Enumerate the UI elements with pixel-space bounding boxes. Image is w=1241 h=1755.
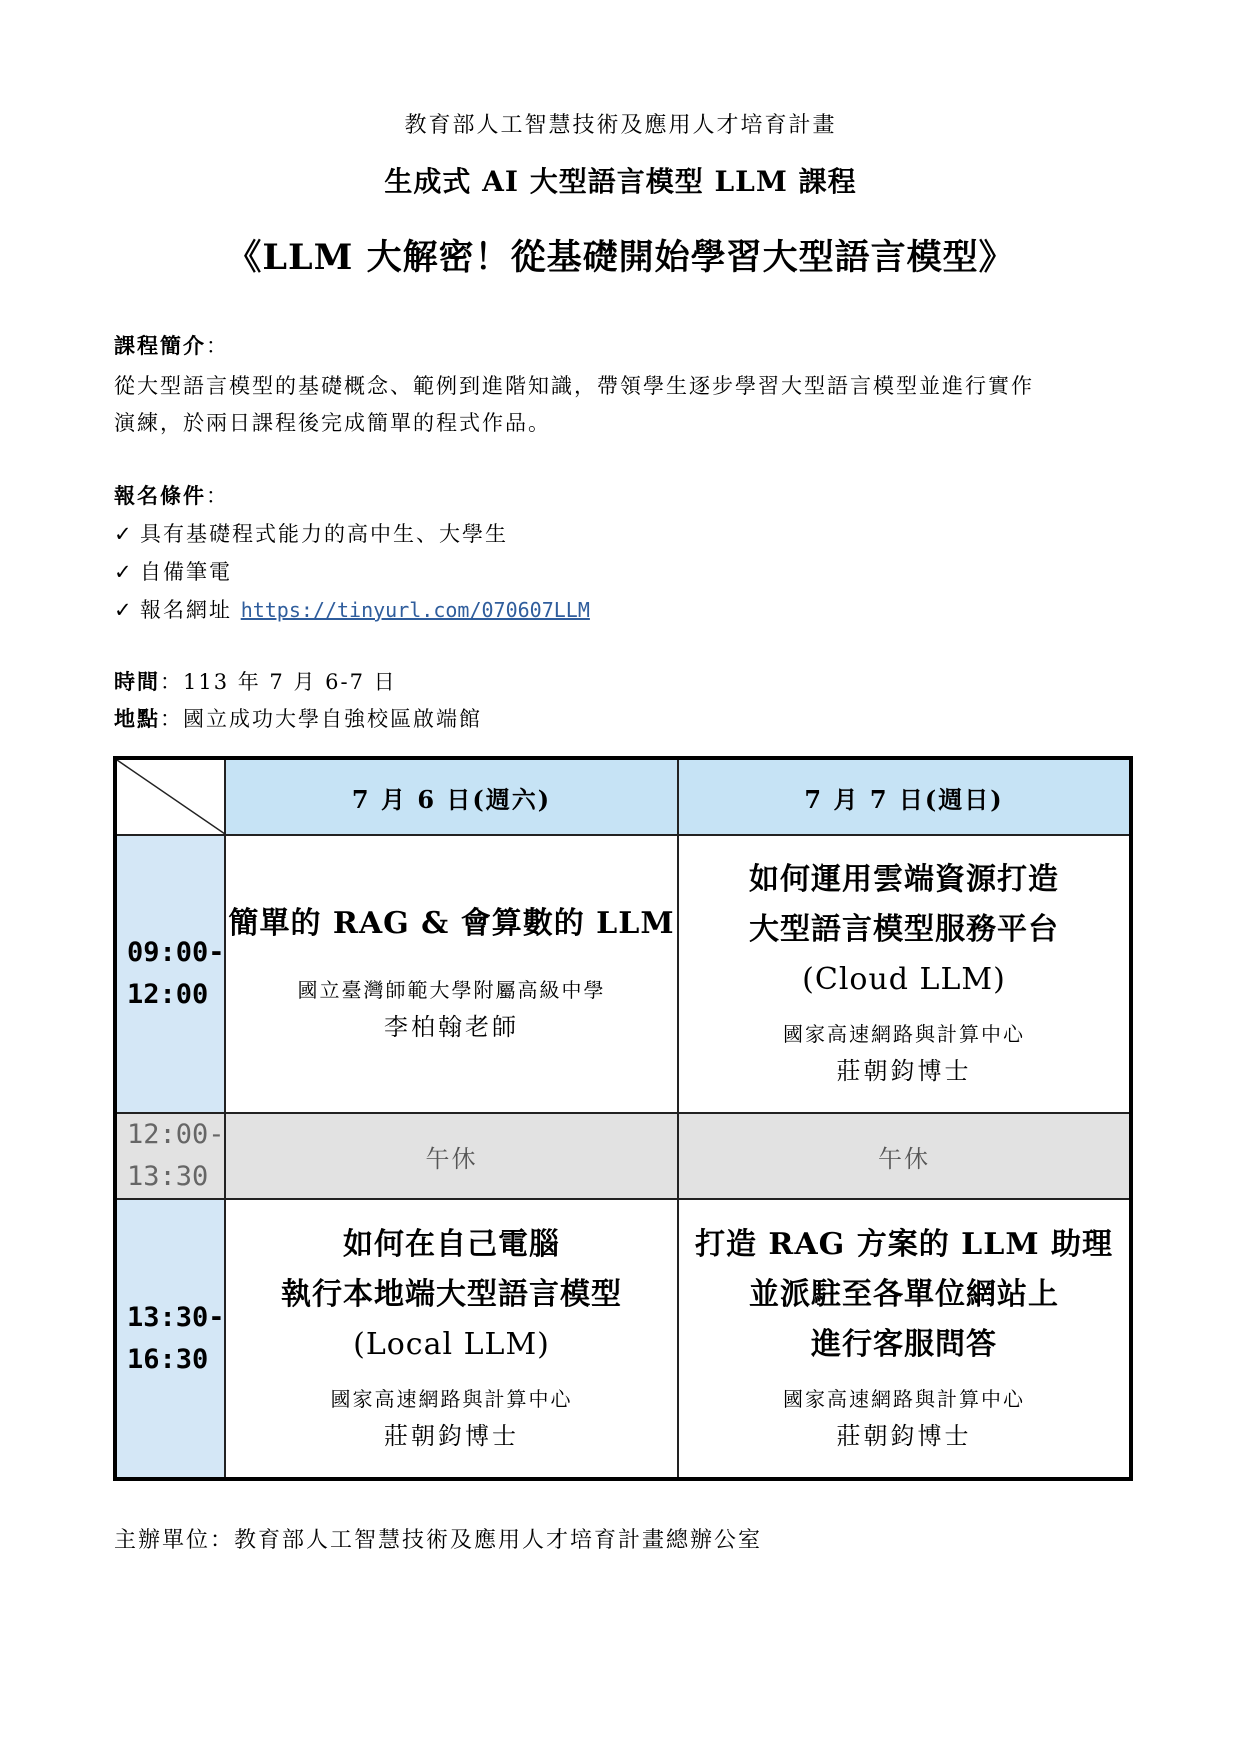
session-organization: 國立臺灣師範大學附屬高級中學	[297, 978, 606, 1002]
intro-colon: ：	[206, 334, 229, 358]
session-cell	[225, 835, 678, 1113]
session-cell	[678, 835, 1131, 1113]
session-title-line: 大型語言模型服務平台	[749, 912, 1059, 947]
session-title-line: 並派駐至各單位網站上	[749, 1276, 1059, 1312]
schedule-table	[113, 756, 1133, 1481]
session-title-line: 打造 RAG 方案的 LLM 助理	[694, 1226, 1113, 1262]
diagonal-divider	[117, 760, 225, 834]
intro-heading: 課程簡介	[114, 333, 206, 358]
intro-text-line-2: 演練，於兩日課程後完成簡單的程式作品。	[114, 411, 551, 435]
requirement-text: 具有基礎程式能力的高中生、大學生	[140, 522, 508, 546]
course-name: 生成式 AI 大型語言模型 LLM 課程	[384, 165, 857, 198]
time-start: 09:00-	[127, 937, 225, 968]
day-header-1: 7 月 6 日(週六)	[225, 758, 678, 835]
check-icon: ✓	[114, 522, 134, 546]
organizer-line: 主辦單位：教育部人工智慧技術及應用人才培育計畫總辦公室	[114, 1528, 763, 1553]
session-organization: 國家高速網路與計算中心	[783, 1022, 1025, 1046]
session-cell	[678, 1199, 1131, 1479]
intro-text-line-1: 從大型語言模型的基礎概念、範例到進階知識，帶領學生逐步學習大型語言模型並進行實作	[114, 374, 1034, 398]
session-title-line: (Local LLM)	[353, 1326, 550, 1362]
table-row	[115, 1199, 1131, 1479]
intro-heading-line	[114, 330, 229, 360]
lunch-break-cell: 午休	[678, 1113, 1131, 1199]
program-name: 教育部人工智慧技術及應用人才培育計畫	[404, 113, 837, 138]
day-header-2: 7 月 7 日(週日)	[678, 758, 1131, 835]
session-organization: 國家高速網路與計算中心	[330, 1386, 573, 1411]
time-slot-lunch	[115, 1113, 225, 1199]
check-icon: ✓	[114, 598, 134, 622]
time-slot-morning	[115, 835, 225, 1113]
time-value: 113 年 7 月 6-7 日	[183, 670, 397, 694]
session-speaker: 莊朝鈞博士	[384, 1421, 519, 1450]
requirement-text: 自備筆電	[140, 560, 232, 584]
session-title-line: 如何運用雲端資源打造	[749, 862, 1059, 897]
session-organization: 國家高速網路與計算中心	[783, 1386, 1025, 1411]
place-info	[114, 703, 482, 733]
table-row	[115, 835, 1131, 1113]
requirement-item	[114, 518, 508, 548]
session-title-line: 進行客服問答	[811, 1326, 997, 1362]
check-icon: ✓	[114, 560, 134, 584]
place-value: 國立成功大學自強校區啟端館	[183, 707, 482, 731]
session-speaker: 莊朝鈞博士	[836, 1421, 972, 1450]
time-label: 時間	[114, 669, 160, 694]
time-info	[114, 666, 397, 696]
session-speaker: 李柏翰老師	[384, 1013, 519, 1041]
table-header-row	[115, 758, 1131, 835]
time-start: 13:30-	[127, 1301, 225, 1333]
time-slot-afternoon	[115, 1199, 225, 1479]
session-title-line: 執行本地端大型語言模型	[281, 1276, 622, 1312]
lunch-break-cell: 午休	[225, 1113, 678, 1199]
session-speaker: 莊朝鈞博士	[836, 1057, 972, 1085]
time-start: 12:00-	[127, 1119, 225, 1150]
place-colon: ：	[160, 707, 183, 731]
requirements-heading: 報名條件	[114, 483, 206, 508]
corner-cell	[115, 758, 225, 835]
table-row-lunch	[115, 1113, 1131, 1199]
requirements-colon: ：	[206, 484, 229, 508]
requirement-text: 報名網址	[140, 598, 232, 622]
time-end: 13:30	[127, 1161, 209, 1192]
session-title-line: 如何在自己電腦	[343, 1226, 560, 1262]
time-end: 12:00	[127, 979, 209, 1010]
session-title: 簡單的 RAG & 會算數的 LLM	[228, 906, 675, 941]
registration-link[interactable]: https://tinyurl.com/070607LLM	[240, 598, 590, 622]
page-title: 《LLM 大解密！從基礎開始學習大型語言模型》	[226, 237, 1015, 278]
requirement-item	[114, 594, 590, 624]
time-end: 16:30	[127, 1343, 209, 1375]
requirement-item	[114, 556, 232, 586]
session-cell	[225, 1199, 678, 1479]
requirements-heading-line	[114, 480, 229, 510]
place-label: 地點	[114, 706, 160, 731]
time-colon: ：	[160, 670, 183, 694]
session-title-line: (Cloud LLM)	[802, 962, 1006, 997]
